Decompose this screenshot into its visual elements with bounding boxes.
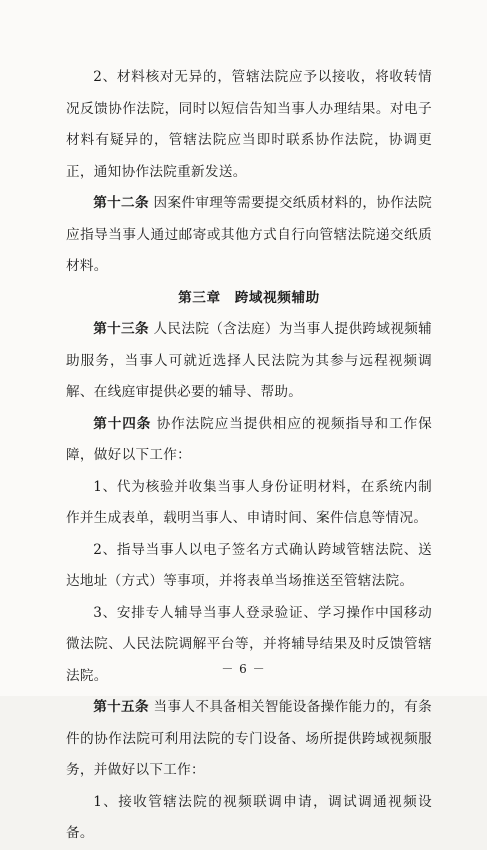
- paragraph: [66, 692, 432, 787]
- paragraph: [66, 535, 432, 598]
- paragraph: [66, 409, 432, 472]
- paragraph-text: 1、接收管辖法院的视频联调申请，调试调通视频设备。: [66, 793, 432, 841]
- paragraph: [66, 472, 432, 535]
- paragraph-text: 协作法院应当提供相应的视频指导和工作保障，做好以下工作：: [66, 415, 432, 463]
- article-number: 第十三条: [93, 321, 149, 337]
- chapter-number: 第三章: [178, 289, 221, 306]
- paragraph: [66, 314, 432, 409]
- page-number: － 6 －: [221, 662, 266, 676]
- paragraph: [66, 62, 432, 188]
- article-number: 第十二条: [93, 195, 149, 211]
- paragraph-text: 人民法院（含法庭）为当事人提供跨域视频辅助服务，当事人可就近选择人民法院为其参与远程视频调解、在线庭审提供必要的辅导、帮助。: [66, 321, 432, 400]
- paragraph-text: 2、材料核对无异的，管辖法院应予以接收，将收转情况反馈协作法院，同时以短信告知当事人办理结果。对电子材料有疑异的，管辖法院应当即时联系协作法院，协调更正，通知协作法院重新发送。: [66, 69, 432, 180]
- paragraph-text: 当事人不具备相关智能设备操作能力的，有条件的协作法院可利用法院的专门设备、场所提供跨域视频服务，并做好以下工作：: [66, 699, 432, 778]
- paragraph-text: 2、指导当事人以电子签名方式确认跨域管辖法院、送达地址（方式）等事项，并将表单当场推送至管辖法院。: [66, 541, 432, 589]
- paragraph: [66, 188, 432, 283]
- document-body: [66, 62, 432, 850]
- paragraph-text: 3、安排专人辅导当事人登录验证、学习操作中国移动微法院、人民法院调解平台等，并将辅导结果及时反馈管辖法院。: [66, 604, 432, 684]
- paragraph-text: 1、代为核验并收集当事人身份证明材料，在系统内制作并生成表单，载明当事人、申请时间、案件信息等情况。: [66, 478, 432, 526]
- paragraph: [66, 598, 432, 693]
- chapter-title: 跨域视频辅助: [234, 289, 320, 306]
- chapter-heading: [66, 283, 432, 315]
- paragraph: [66, 787, 432, 850]
- article-number: 第十四条: [93, 415, 152, 432]
- paragraph-text: 因案件审理等需要提交纸质材料的，协作法院应指导当事人通过邮寄或其他方式自行向管辖法院递交纸质材料。: [66, 195, 432, 274]
- article-number: 第十五条: [93, 699, 149, 715]
